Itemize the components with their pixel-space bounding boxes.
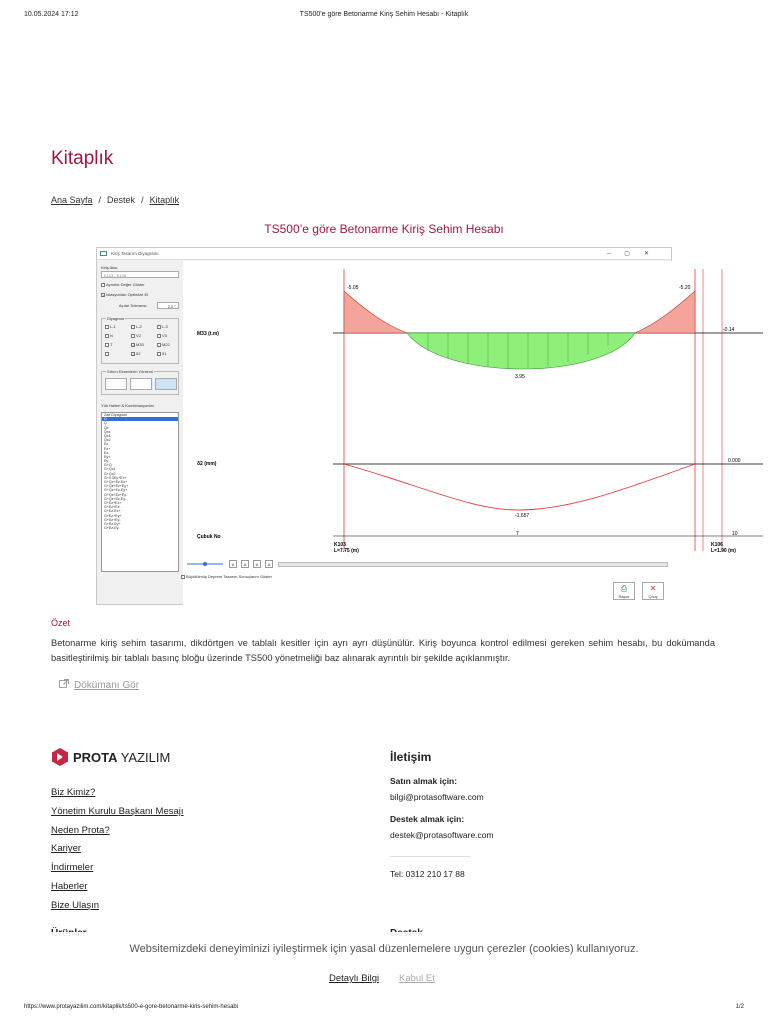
load-list-item: Qx1	[104, 433, 111, 438]
load-list-item: Qx2	[104, 438, 111, 443]
app-window-title: Kiriş Tasarım Diyagramı	[111, 251, 159, 256]
breadcrumb	[51, 195, 179, 205]
exit-button	[642, 582, 664, 600]
brand-bold: PROTA	[73, 750, 118, 765]
view-document-label: Dökümanı Gör	[74, 680, 140, 691]
app-window-icon	[100, 251, 107, 256]
diagram-option	[157, 351, 166, 356]
footer-link-why-prota[interactable]: Neden Prota?	[51, 824, 110, 836]
load-list-item: G+Ez+Ey-	[104, 517, 121, 522]
contact-heading: İletişim	[390, 750, 432, 764]
shape-option-2	[130, 378, 152, 390]
toolbar-button-1: A	[229, 560, 237, 568]
deflection-axis-label: δ2 (mm)	[197, 461, 217, 467]
toolbar-button-2: A	[241, 560, 249, 568]
cookie-accept-button[interactable]: Kabul Et	[399, 973, 435, 984]
deflection-mid-value: -1.657	[515, 513, 530, 519]
load-list-item: G+Ez+Ex-	[104, 505, 121, 510]
diagram-option	[157, 342, 170, 347]
shape-option-1	[105, 378, 127, 390]
checkbox-checked-icon: ✓	[102, 292, 106, 298]
diagram-option-label: M33	[136, 342, 144, 347]
support-left-length: L=7.75 (m)	[334, 548, 359, 554]
support-checkbox-label: İstasyonları Optimize Et	[106, 292, 149, 297]
diagram-option	[105, 342, 112, 347]
contact-divider	[390, 856, 470, 857]
load-list-item: Ey+	[104, 454, 111, 459]
prota-logo-icon	[51, 748, 69, 766]
support-email[interactable]: destek@protasoftware.com	[390, 830, 494, 840]
deflection-right-value: 0.000	[728, 458, 741, 464]
moment-left-value: -5.05	[347, 285, 359, 291]
diagram-option	[157, 333, 167, 338]
window-control-icons: –▢✕	[606, 251, 663, 257]
option-checkbox-label: Büyütülmüş Deprem Tasarım Sonuçlarını Göster	[186, 574, 272, 579]
view-document-link[interactable]	[59, 679, 139, 691]
diagram-option	[131, 342, 144, 347]
bar-axis-label: Çubuk No	[197, 534, 221, 540]
diagram-option	[157, 324, 168, 329]
checkbox-icon	[131, 334, 135, 338]
angle-tolerance-input	[157, 302, 179, 309]
load-list-item: G+0.3Ey+Ex+	[104, 475, 127, 480]
moment-axis-label: M33 (t.m)	[197, 331, 219, 337]
load-list-item: Ey-	[104, 459, 110, 464]
footer-links	[51, 787, 184, 919]
detail-checkbox-label: Ayrıntılı Değer Göster	[106, 282, 145, 287]
summary-label: Özet	[51, 618, 71, 628]
print-doc-title: TS500'e göre Betonarme Kiriş Sehim Hesabı - Kitaplık	[299, 11, 469, 18]
external-link-icon	[59, 679, 69, 687]
diagram-option	[131, 324, 142, 329]
load-list-item: G+Qz+Ez+Ey+	[104, 484, 129, 489]
beam-axis-select	[101, 271, 179, 278]
breadcrumb-support: Destek	[107, 195, 136, 205]
support-label: Destek almak için:	[390, 814, 465, 824]
load-list-item: Q	[104, 421, 107, 426]
diagram-option-label: V3	[162, 333, 167, 338]
load-list-item: Zarf Diyagram	[104, 413, 127, 417]
moment-right-value: -5.20	[679, 285, 691, 291]
diagram-option-label: δ2	[136, 351, 141, 356]
load-list-item: Qxx	[104, 429, 111, 434]
load-list-item: Ex	[104, 442, 109, 447]
load-list-item: G+Qz+Ez+Ey-	[104, 492, 128, 497]
prota-logo-text	[73, 750, 170, 765]
checkbox-icon	[105, 343, 109, 347]
diagram-option-label: V2	[136, 333, 141, 338]
checkbox-icon	[131, 325, 135, 329]
footer-link-downloads[interactable]: İndirmeler	[51, 862, 94, 874]
diagram-scrollbar	[278, 562, 668, 567]
checkbox-icon	[101, 283, 105, 287]
diagram-option-label: L-2	[136, 324, 142, 329]
angle-tolerance-label: Açılar Toleransı:	[119, 303, 148, 308]
diagram-option	[105, 351, 110, 356]
load-list-item: G+Ez+Ey+	[104, 513, 122, 518]
breadcrumb-home-link[interactable]: Ana Sayfa	[51, 195, 93, 205]
moment-far-right-value: -0.14	[723, 327, 735, 333]
checkbox-icon	[105, 325, 109, 329]
support-checkbox-row	[101, 292, 148, 297]
summary-text: Betonarme kiriş sehim tasarımı, dikdörtgen ve tablalı kesitler için ayrı ayrı düşünülür. Kiriş boyunca kontrol edilmesi gereken sehim hesabı, bu dokümanda basitleştirilmiş bir tablalı basınç bloğu üzerinde TS500 yönetmeliği baz alınarak ayrıntılı bir şekilde açıklanmıştır.	[51, 638, 715, 663]
load-list-item: G+Qx+Ez-Ex+	[104, 480, 128, 484]
article-screenshot	[96, 247, 741, 605]
deflection-curve	[344, 464, 695, 510]
contact-section	[390, 750, 494, 879]
cookie-banner	[0, 932, 768, 994]
print-page-number: 1/2	[735, 1004, 744, 1010]
load-list-item: Ex+	[104, 446, 111, 451]
diagram-option	[105, 333, 113, 338]
checkbox-checked-icon: ✓	[132, 351, 136, 357]
support-right-length: L=1.90 (m)	[711, 548, 736, 554]
diagram-option	[131, 333, 141, 338]
diagram-option-label: L-1	[110, 324, 116, 329]
diagram-option-label: N	[110, 333, 113, 338]
load-list-item: G+Ez+Ex+	[104, 500, 122, 505]
breadcrumb-current-link[interactable]: Kitaplık	[149, 195, 180, 205]
checkbox-icon	[181, 575, 185, 579]
cookie-message: Websitemizdeki deneyiminizi iyileştirmek için yasal düzenlemelere uygun çerezler (cookies) kullanıyoruz.	[129, 943, 639, 955]
angle-tolerance-value: 2.0 °	[167, 304, 176, 309]
support-left-name: K103	[334, 542, 346, 548]
detail-checkbox-row	[101, 282, 145, 287]
bar-no-left: 7	[516, 531, 519, 537]
footer-link-news[interactable]: Haberler	[51, 880, 88, 892]
diagram-option-label: M22	[162, 342, 170, 347]
breadcrumb-separator: /	[98, 195, 102, 205]
article-title: TS500’e göre Betonarme Kiriş Sehim Hesabı	[264, 222, 504, 236]
beam-axis-label: Kiriş Aksı	[101, 265, 118, 270]
diagram-group	[101, 318, 179, 364]
shape-group-legend: Sıfırın Eksenlerin Yönlemi	[107, 369, 153, 374]
diagram-option-label: T	[110, 342, 113, 347]
option-checkbox-row	[181, 574, 272, 579]
load-list-item: G+Qx1	[104, 467, 116, 472]
load-list-item: G+Ez-Ey+	[104, 521, 121, 526]
diagram-option	[131, 351, 140, 356]
beam-axis-value: K103 - K106	[104, 273, 127, 278]
page-title: Kitaplık	[51, 148, 114, 169]
load-list-item: Qc	[104, 425, 109, 430]
load-list-item: G+Qx2	[104, 471, 116, 476]
load-list-item: G	[102, 417, 178, 421]
shape-option-3	[155, 378, 177, 390]
beam-diagram-svg	[183, 261, 741, 561]
footer-link-about[interactable]: Biz Kimiz?	[51, 787, 96, 798]
shape-group	[101, 371, 179, 395]
diagram-group-legend: Diyagram	[107, 316, 125, 321]
app-left-panel	[97, 261, 182, 606]
load-list-item: G+Qz+Ez-Ey+	[104, 488, 128, 493]
toolbar-button-4: A	[265, 560, 273, 568]
app-titlebar	[97, 248, 671, 260]
footer-link-careers[interactable]: Kariyer	[51, 843, 82, 855]
moment-negative-left	[344, 291, 407, 333]
contact-phone[interactable]: Tel: 0312 210 17 88	[390, 869, 465, 879]
diagram-toolbar	[183, 560, 672, 568]
moment-mid-value: 3.95	[515, 374, 525, 380]
bar-no-right: 10	[732, 531, 738, 537]
load-list-item: G+Ez-Ey-	[104, 526, 120, 531]
checkbox-icon	[157, 334, 161, 338]
checkbox-icon	[157, 325, 161, 329]
toolbar-button-3: A	[253, 560, 261, 568]
cookie-details-link[interactable]: Detaylı Bilgi	[329, 973, 380, 984]
sales-label: Satın almak için:	[390, 776, 458, 786]
checkbox-icon	[157, 343, 161, 347]
diagram-option	[105, 324, 116, 329]
load-list-item: Ex-	[104, 450, 110, 455]
checkbox-icon	[105, 334, 109, 338]
footer-link-chairman-message[interactable]: Yönetim Kurulu Başkanı Mesajı	[51, 805, 184, 817]
exit-button-label: Çıkış	[648, 594, 658, 599]
close-icon: ✕	[649, 584, 657, 593]
footer-link-contact[interactable]: Bize Ulaşın	[51, 899, 100, 911]
report-button	[613, 582, 635, 600]
diagram-option-label: δ1	[162, 351, 167, 356]
load-items	[102, 413, 178, 530]
print-url: https://www.protayazilim.com/kitaplik/ts500-e-gore-betonarme-kiris-sehim-hesabi	[24, 1004, 239, 1010]
moment-positive	[407, 333, 635, 369]
brand-light: YAZILIM	[120, 750, 171, 765]
checkbox-checked-icon: ✓	[132, 342, 136, 348]
moment-negative-right	[635, 291, 695, 333]
support-right-name: K106	[711, 542, 723, 548]
checkbox-icon	[157, 352, 161, 356]
diagram-option-label: L-3	[162, 324, 168, 329]
load-list-item: G+Ez-Ex+	[104, 509, 121, 514]
checkbox-icon	[105, 352, 109, 356]
load-list-item: G+Q	[104, 463, 112, 468]
load-list-item: G+Qz+Ez-Ey-	[104, 496, 127, 501]
breadcrumb-separator: /	[141, 195, 144, 205]
report-button-label: Rapor	[618, 594, 630, 599]
diagram-area	[183, 261, 741, 606]
printer-icon: ⎙	[620, 584, 628, 593]
load-list	[101, 412, 179, 572]
zoom-slider-icon	[185, 560, 225, 568]
print-datetime: 10.05.2024 17:12	[24, 11, 79, 18]
sales-email[interactable]: bilgi@protasoftware.com	[390, 792, 484, 802]
loads-label: Yük Halleri & Kombinasyonlar	[101, 403, 154, 408]
